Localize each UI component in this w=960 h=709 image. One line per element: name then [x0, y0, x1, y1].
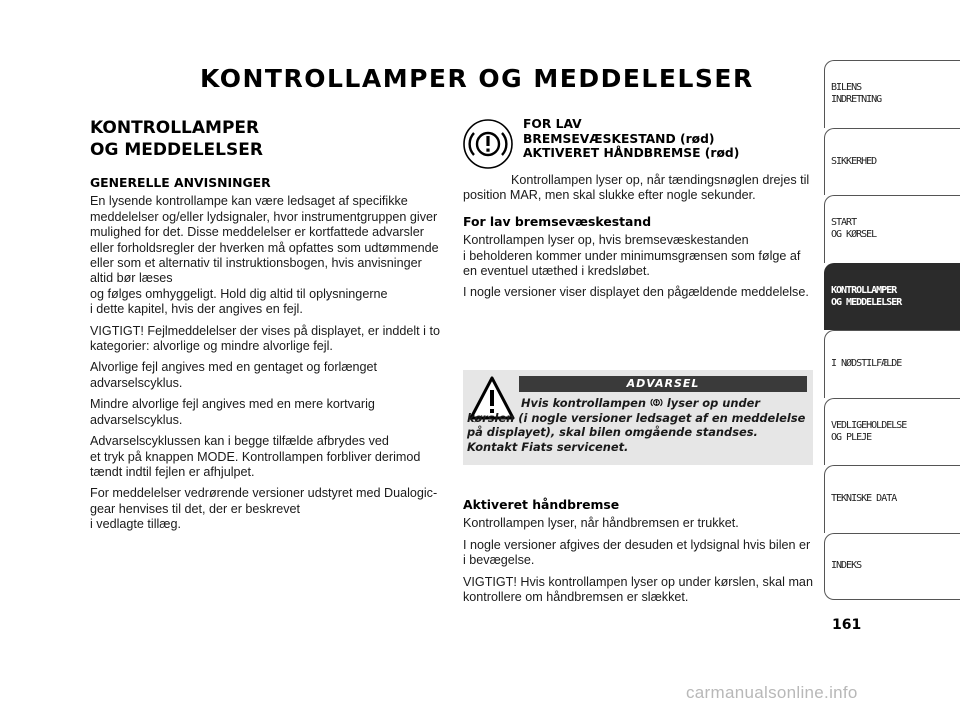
tab-label: SIKKERHED	[831, 155, 877, 167]
tab-label: TEKNISKE DATA	[831, 493, 897, 505]
handbrake-section	[463, 497, 813, 611]
handbrake-heading: Aktiveret håndbremse	[463, 497, 620, 512]
tab-start-og-korsel[interactable]	[824, 195, 960, 263]
tab-bilens-indretning[interactable]	[824, 60, 960, 128]
general-guidelines-heading: GENERELLE ANVISNINGER	[90, 175, 271, 190]
tab-kontrollamper[interactable]	[824, 263, 960, 331]
tab-label: INDEKS	[831, 560, 862, 572]
brake-lamp-inline-icon	[650, 396, 663, 409]
tab-sikkerhed[interactable]	[824, 128, 960, 196]
watermark: carmanualsonline.info	[686, 683, 858, 702]
paragraph: Advarselscyklussen kan i begge tilfælde afbrydes ved et tryk på knappen MODE. Kontrollampen forbliver derimod tændt indtil fejlen er afhjulpet.	[90, 434, 421, 479]
paragraph: I nogle versioner afgives der desuden et lydsignal hvis bilen er i bevægelse.	[463, 537, 811, 568]
lamp-title: FOR LAV BREMSEVÆSKESTAND (rød) AKTIVERET HÅNDBREMSE (rød)	[523, 117, 740, 160]
warning-label: ADVARSEL	[519, 376, 807, 392]
paragraph: I nogle versioner viser displayet den pågældende meddelelse.	[463, 285, 809, 300]
paragraph: VIGTIGT! Fejlmeddelelser der vises på displayet, er inddelt i to kategorier: alvorlige og mindre alvorlige fejl.	[90, 323, 440, 354]
tab-tekniske-data[interactable]	[824, 465, 960, 533]
lamp-block	[463, 117, 813, 173]
warning-text	[467, 396, 807, 454]
tab-vedligeholdelse[interactable]	[824, 398, 960, 466]
paragraph: Kontrollampen lyser, når håndbremsen er trukket.	[463, 516, 739, 531]
paragraph: VIGTIGT! Hvis kontrollampen lyser op under kørslen, skal man kontrollere om håndbremsen er slækket.	[463, 574, 813, 605]
paragraph: En lysende kontrollampe kan være ledsaget af specifikke meddelelser og/eller lydsignaler, hvor instrumentgruppen giver mulighed for det. Disse meddelelser er kortfattede advarsler eller forholdsregler der hverken må opfattes som udtømmende eller som et alternativ til instruktionsbogen, hvis anvisninger altid bør læses og følges omhyggeligt. Hold dig altid til oplysningerne i dette kapitel, hvis der angives en fejl.	[90, 194, 439, 317]
tab-label: VEDLIGEHOLDELSE OG PLEJE	[831, 419, 907, 443]
paragraph: Alvorlige fejl angives med en gentaget og forlænget advarselscyklus.	[90, 360, 378, 390]
page-header-title: KONTROLLAMPER OG MEDDELELSER	[200, 64, 754, 93]
brake-fluid-heading: For lav bremsevæskestand	[463, 213, 652, 229]
lamp-intro: Kontrollampen lyser op, når tændingsnøglen drejes til position MAR, men skal slukke efter nogle sekunder.	[463, 173, 810, 203]
paragraph: Kontrollampen lyser op, hvis bremsevæskestanden i beholderen kommer under minimumsgrænsen som følge af en eventuel utæthed i kredsløbet.	[463, 233, 801, 279]
tab-label: I NØDSTILFÆLDE	[831, 358, 902, 370]
section-title: KONTROLLAMPER OG MEDDELELSER	[90, 118, 263, 160]
chapter-tabs	[824, 60, 960, 600]
warning-box	[463, 370, 813, 465]
tab-label: BILENS INDRETNING	[831, 82, 882, 106]
paragraph: Mindre alvorlige fejl angives med en mere kortvarig advarselscyklus.	[90, 397, 375, 427]
page-number: 161	[832, 617, 862, 633]
left-column	[90, 117, 440, 539]
warning-text-start: Hvis kontrollampen	[521, 396, 650, 410]
paragraph: For meddelelser vedrørende versioner udstyret med Dualogic-gear henvises til det, der er beskrevet i vedlagte tillæg.	[90, 486, 438, 532]
warning-text-end: lyser op under kørslen (i nogle versioner ledsaget af en meddelelse på displayet), skal bilen omgående standses. Kontakt Fiats servicenet.	[467, 396, 806, 454]
tab-indeks[interactable]	[824, 533, 960, 601]
brake-warning-icon	[463, 119, 513, 169]
right-column	[463, 117, 813, 307]
tab-label: START OG KØRSEL	[831, 217, 877, 241]
tab-i-nodstilfaelde[interactable]	[824, 330, 960, 398]
tab-label: KONTROLLAMPER OG MEDDELELSER	[831, 284, 902, 308]
